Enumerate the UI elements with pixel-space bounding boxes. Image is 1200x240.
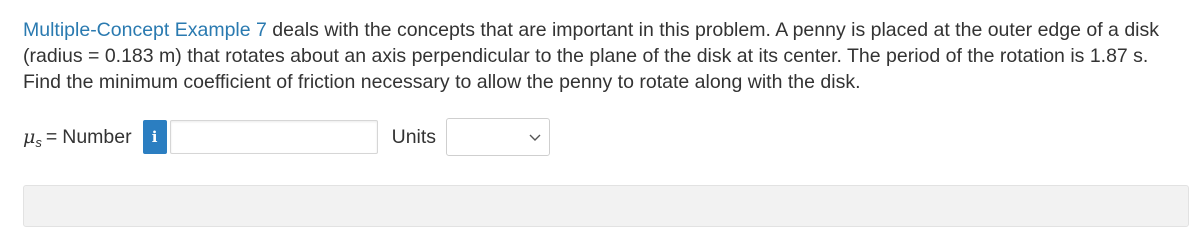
answer-row (23, 118, 550, 156)
problem-statement (23, 17, 1183, 95)
multiple-concept-example-link[interactable]: Multiple-Concept Example 7 (23, 19, 267, 41)
variable-label (23, 126, 132, 149)
info-icon[interactable]: i (143, 120, 167, 154)
number-label: Number (62, 125, 132, 148)
equals-sign: = (45, 125, 58, 148)
units-dropdown[interactable] (446, 118, 550, 156)
feedback-panel (23, 185, 1189, 227)
variable-symbol: μ (23, 125, 36, 148)
variable-subscript: s (35, 134, 42, 150)
chevron-down-icon (529, 134, 541, 142)
units-label: Units (391, 125, 437, 148)
number-input[interactable] (170, 120, 378, 154)
problem-body-text: deals with the concepts that are important in this problem. A penny is placed at the outer edge of a disk (radius = 0.183 m) that rotates about an axis perpendicular to the plane of the disk at its center. The period of the rotation is 1.87 s. Find the minimum coefficient of friction necessary to allow the penny to rotate along with the disk. (23, 19, 1159, 93)
